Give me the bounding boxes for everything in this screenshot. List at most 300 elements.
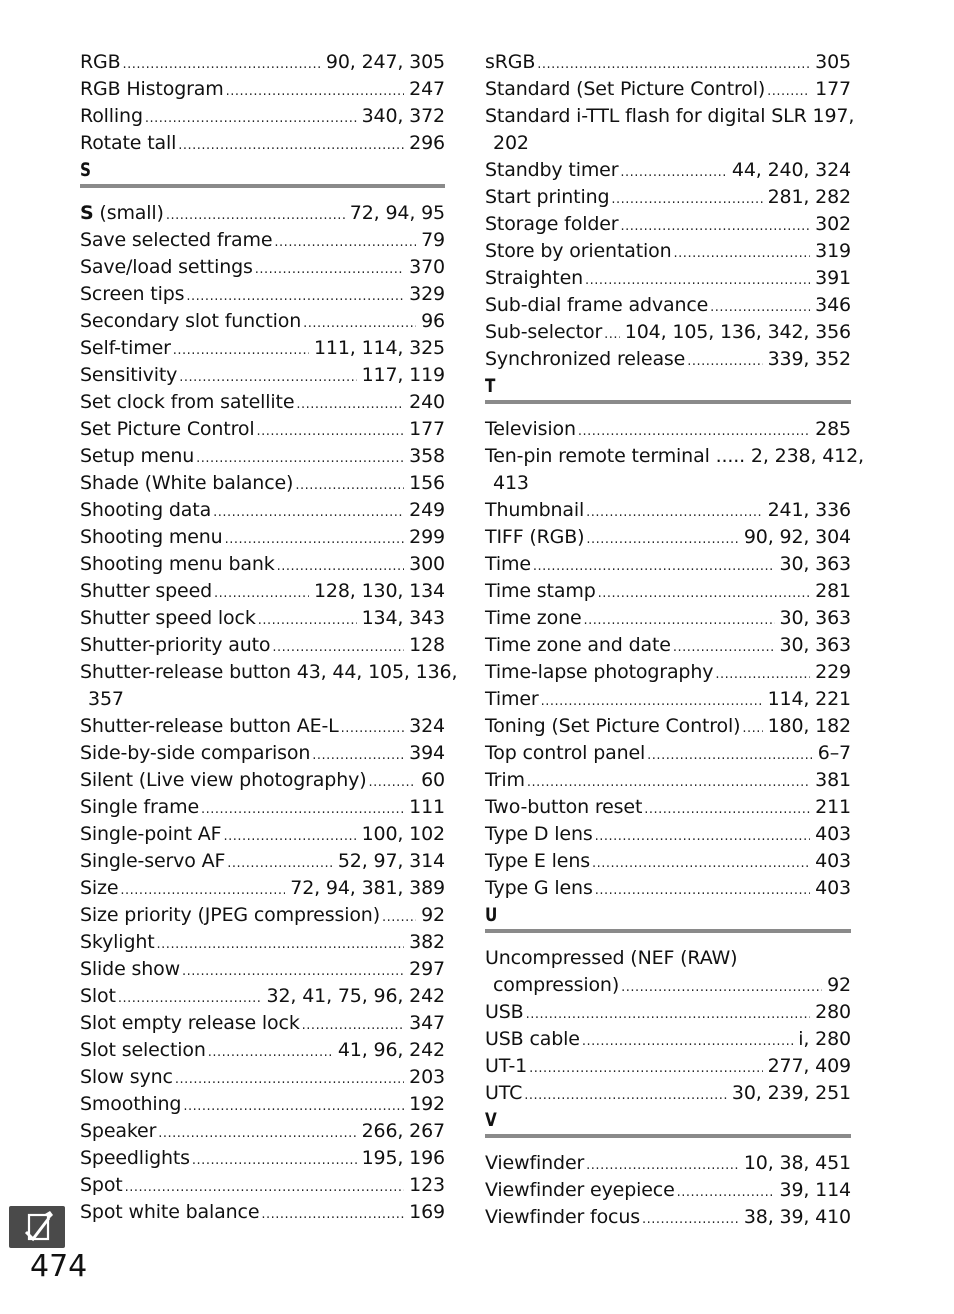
entry-term: Type G lens (485, 877, 593, 899)
dot-leader (595, 823, 811, 850)
entry-continuation: 202 (493, 132, 529, 154)
entry-term: Standby timer (485, 159, 619, 181)
entry-term: Spot (80, 1174, 123, 1196)
entry-term: Shutter speed lock (80, 607, 256, 629)
dot-leader (272, 634, 404, 661)
entry-pages: 299 (409, 526, 445, 548)
entry-pages: 180, 182 (767, 715, 851, 737)
entry-pages: 60 (421, 769, 445, 791)
index-entry-time-stamp (485, 578, 851, 605)
entry-term: RGB Histogram (80, 78, 224, 100)
entry-term: Top control panel (485, 742, 646, 764)
entry-term: Shade (White balance) (80, 472, 294, 494)
dot-leader (710, 294, 810, 321)
entry-term (80, 200, 164, 227)
entry-pages: 128 (409, 634, 445, 656)
index-entry-viewfinder-focus (485, 1204, 851, 1231)
index-entry-shooting-menu-bank (80, 551, 445, 578)
dot-leader (673, 634, 775, 661)
dot-leader (585, 267, 810, 294)
entry-pages: 247 (409, 78, 445, 100)
dot-leader (175, 1066, 404, 1093)
entry-term: Skylight (80, 931, 155, 953)
entry-pages: 192 (409, 1093, 445, 1115)
dot-leader (183, 1093, 404, 1120)
dot-leader (226, 78, 405, 105)
entry-pages: 177 (815, 78, 851, 100)
index-entry-setup-menu (80, 443, 445, 470)
entry-term: Shooting menu bank (80, 553, 275, 575)
index-entry-shade-white-balance (80, 470, 445, 497)
entry-term: Timer (485, 688, 539, 710)
entry-pages: 329 (409, 283, 445, 305)
entry-term: Silent (Live view photography) (80, 769, 367, 791)
index-entry-set-clock-from-satellite (80, 389, 445, 416)
index-entry-shutter-speed-lock (80, 605, 445, 632)
entry-pages: 370 (409, 256, 445, 278)
dot-leader (687, 348, 762, 375)
index-entry-rolling (80, 103, 445, 130)
entry-term: Sub-selector (485, 321, 603, 343)
index-entry-tiff-rgb (485, 524, 851, 551)
entry-line: Uncompressed (NEF (RAW) (485, 947, 738, 969)
section-divider (485, 400, 851, 404)
index-entry-trim (485, 767, 851, 794)
dot-leader (120, 877, 285, 904)
dot-leader (341, 715, 405, 742)
entry-pages: 114, 221 (767, 688, 851, 710)
index-entry-time-zone (485, 605, 851, 632)
entry-term: USB cable (485, 1028, 580, 1050)
entry-pages: 403 (815, 877, 851, 899)
entry-pages: 72, 94, 95 (349, 202, 445, 224)
dot-leader (201, 796, 404, 823)
index-entry-single-servo-af (80, 848, 445, 875)
entry-pages: 381 (815, 769, 851, 791)
entry-term: Slow sync (80, 1066, 173, 1088)
entry-term: Self-timer (80, 337, 171, 359)
index-entry-rotate-tall (80, 130, 445, 157)
index-entry-size-priority-jpeg-compression (80, 902, 445, 929)
entry-pages: 79 (421, 229, 445, 251)
index-entry-standard-set-picture-control (485, 76, 851, 103)
dot-leader (261, 1201, 404, 1228)
dot-leader (312, 742, 404, 769)
entry-term: sRGB (485, 51, 536, 73)
index-entry-shutter-speed (80, 578, 445, 605)
index-entry-type-g-lens (485, 875, 851, 902)
entry-term: Viewfinder focus (485, 1206, 640, 1228)
entry-pages: 394 (409, 742, 445, 764)
dot-leader (621, 974, 822, 1001)
index-entry-shutter-release-button-43-44-105-136 (80, 659, 458, 713)
entry-pages: 72, 94, 381, 389 (290, 877, 445, 899)
entry-pages: 285 (815, 418, 851, 440)
index-entry-utc (485, 1080, 851, 1107)
entry-pages: 229 (815, 661, 851, 683)
entry-term: UTC (485, 1082, 523, 1104)
index-column-left (80, 49, 458, 1226)
entry-term: Shooting data (80, 499, 212, 521)
index-entry-time-lapse-photography (485, 659, 851, 686)
dot-leader (586, 526, 738, 553)
entry-pages: 347 (409, 1012, 445, 1034)
entry-pages: 319 (815, 240, 851, 262)
entry-term: Size (80, 877, 119, 899)
dot-leader (677, 1179, 775, 1206)
entry-term: Speaker (80, 1120, 157, 1142)
dot-leader (213, 499, 404, 526)
entry-pages: 280 (815, 1001, 851, 1023)
dot-leader (368, 769, 416, 796)
index-entry-slot-selection (80, 1037, 445, 1064)
entry-term: USB (485, 1001, 524, 1023)
index-entry-skylight (80, 929, 445, 956)
entry-term: Store by orientation (485, 240, 672, 262)
entry-pages: 156 (409, 472, 445, 494)
index-entry-secondary-slot-function (80, 308, 445, 335)
entry-pages: 297 (409, 958, 445, 980)
index-entry-two-button-reset (485, 794, 851, 821)
entry-pages: 240 (409, 391, 445, 413)
dot-leader (642, 1206, 739, 1233)
entry-pages: 90, 247, 305 (325, 51, 445, 73)
dot-leader (302, 1012, 405, 1039)
page-number: 474 (30, 1249, 88, 1284)
entry-term: Slot empty release lock (80, 1012, 300, 1034)
section-heading-s (80, 157, 445, 184)
dot-leader (296, 391, 404, 418)
dot-leader (225, 526, 405, 553)
index-entry-synchronized-release (485, 346, 851, 373)
entry-pages: 195, 196 (361, 1147, 445, 1169)
entry-pages: 39, 114 (779, 1179, 851, 1201)
dot-leader (158, 1120, 356, 1147)
entry-pages: 296 (409, 132, 445, 154)
dot-leader (192, 1147, 357, 1174)
entry-line: Standard i-TTL flash for digital SLR 197, (485, 105, 855, 127)
index-entry-thumbnail (485, 497, 851, 524)
entry-pages: 391 (815, 267, 851, 289)
entry-pages: 382 (409, 931, 445, 953)
index-entry-slide-show (80, 956, 445, 983)
entry-pages: 30, 363 (779, 553, 851, 575)
entry-pages: 403 (815, 823, 851, 845)
entry-term: Storage folder (485, 213, 619, 235)
dot-leader (584, 607, 775, 634)
entry-pages: 211 (815, 796, 851, 818)
entry-term: Toning (Set Picture Control) (485, 715, 741, 737)
index-entry-self-timer (80, 335, 445, 362)
entry-pages: 266, 267 (361, 1120, 445, 1142)
index-entry-ten-pin-remote-terminal-2-238-412 (485, 443, 864, 497)
entry-continuation: 413 (493, 472, 529, 494)
dot-leader (533, 553, 775, 580)
index-entry-compression (485, 972, 851, 999)
index-entry-time-zone-and-date (485, 632, 851, 659)
entry-term-text: (small) (93, 202, 164, 224)
entry-pages: 100, 102 (361, 823, 445, 845)
dot-leader (598, 580, 811, 607)
entry-term: Trim (485, 769, 525, 791)
entry-term: Save/load settings (80, 256, 253, 278)
entry-pages: 277, 409 (767, 1055, 851, 1077)
index-entry-standard-i-ttl-flash-for-digital-slr-197 (485, 103, 855, 157)
section-divider (485, 1134, 851, 1138)
dot-leader (118, 985, 262, 1012)
entry-continuation: 357 (88, 688, 124, 710)
entry-term: Slot selection (80, 1039, 206, 1061)
dot-leader (586, 499, 762, 526)
entry-pages: 305 (815, 51, 851, 73)
entry-term: Shutter-priority auto (80, 634, 271, 656)
entry-pages: 339, 352 (767, 348, 851, 370)
entry-pages: 41, 96, 242 (337, 1039, 445, 1061)
entry-term: Type D lens (485, 823, 593, 845)
dot-leader (582, 1028, 793, 1055)
entry-term: Sensitivity (80, 364, 178, 386)
dot-leader (604, 321, 620, 348)
dot-leader (255, 256, 404, 283)
dot-leader (208, 1039, 333, 1066)
index-entry-sub-dial-frame-advance (485, 292, 851, 319)
entry-term: Time (485, 553, 531, 575)
entry-pages: 92 (421, 904, 445, 926)
dot-leader (524, 1082, 727, 1109)
section-letter: S (80, 159, 91, 181)
index-entry-spot (80, 1172, 445, 1199)
dot-leader (595, 877, 810, 904)
entry-term: Shutter-release button AE-L (80, 715, 339, 737)
index-entry-sensitivity (80, 362, 445, 389)
entry-term: Slide show (80, 958, 181, 980)
dot-leader (123, 51, 321, 78)
entry-pages: 111 (409, 796, 445, 818)
dot-leader (227, 850, 333, 877)
index-entry-slow-sync (80, 1064, 445, 1091)
index-entry-time (485, 551, 851, 578)
index-entry-shooting-menu (80, 524, 445, 551)
dot-leader (166, 202, 345, 229)
index-column-right (485, 49, 864, 1231)
entry-term-bold: S (80, 202, 94, 224)
index-entry-storage-folder (485, 211, 851, 238)
section-divider (485, 929, 851, 933)
entry-pages: 241, 336 (767, 499, 851, 521)
index-entry-viewfinder (485, 1150, 851, 1177)
index-entry-rgb (80, 49, 445, 76)
index-entry-speaker (80, 1118, 445, 1145)
entry-pages: 111, 114, 325 (313, 337, 445, 359)
index-entry-save-selected-frame (80, 227, 445, 254)
entry-term: Time zone and date (485, 634, 671, 656)
index-entry-size (80, 875, 445, 902)
section-letter: V (485, 1109, 497, 1131)
entry-term: Sub-dial frame advance (485, 294, 709, 316)
dot-leader (592, 850, 810, 877)
entry-term: Slot (80, 985, 116, 1007)
entry-pages: 10, 38, 451 (743, 1152, 851, 1174)
index-entry-timer (485, 686, 851, 713)
entry-pages: 30, 363 (779, 607, 851, 629)
dot-leader (620, 159, 727, 186)
entry-pages: 302 (815, 213, 851, 235)
entry-term: Straighten (485, 267, 584, 289)
index-entry-usb (485, 999, 851, 1026)
dot-leader (157, 931, 405, 958)
entry-term: Single-point AF (80, 823, 222, 845)
dot-leader (586, 1152, 739, 1179)
entry-term: Rotate tall (80, 132, 177, 154)
section-divider (80, 184, 445, 188)
index-entry-top-control-panel (485, 740, 851, 767)
dot-leader (527, 769, 810, 796)
entry-pages: 6–7 (817, 742, 851, 764)
dot-leader (178, 132, 404, 159)
dot-leader (196, 445, 404, 472)
entry-pages: 92 (827, 974, 851, 996)
entry-pages: 96 (421, 310, 445, 332)
entry-term: Size priority (JPEG compression) (80, 904, 380, 926)
entry-pages: 340, 372 (361, 105, 445, 127)
entry-pages: 403 (815, 850, 851, 872)
entry-pages: 358 (409, 445, 445, 467)
entry-term: Setup menu (80, 445, 195, 467)
index-entry-set-picture-control (80, 416, 445, 443)
index-entry-straighten (485, 265, 851, 292)
dot-leader (674, 240, 811, 267)
index-entry-store-by-orientation (485, 238, 851, 265)
entry-term: Shooting menu (80, 526, 223, 548)
entry-term: Shutter speed (80, 580, 213, 602)
entry-term: Time-lapse photography (485, 661, 714, 683)
index-entry-slot (80, 983, 445, 1010)
index-entry-television (485, 416, 851, 443)
index-entry-type-d-lens (485, 821, 851, 848)
dot-leader (179, 364, 356, 391)
dot-leader (529, 1055, 762, 1082)
index-tab-icon (9, 1206, 65, 1248)
entry-term: Secondary slot function (80, 310, 302, 332)
dot-leader (537, 51, 810, 78)
entry-pages: i, 280 (798, 1028, 851, 1050)
dot-leader (125, 1174, 405, 1201)
entry-term: Set Picture Control (80, 418, 255, 440)
entry-term: Rolling (80, 105, 143, 127)
section-letter: T (485, 375, 496, 397)
index-entry-viewfinder-eyepiece (485, 1177, 851, 1204)
entry-pages: 134, 343 (361, 607, 445, 629)
entry-pages: 32, 41, 75, 96, 242 (266, 985, 445, 1007)
index-entry-uncompressed-nef-raw (485, 945, 851, 999)
index-entry-speedlights (80, 1145, 445, 1172)
dot-leader (274, 229, 416, 256)
entry-term: compression) (493, 974, 620, 996)
index-entry-spot-white-balance (80, 1199, 445, 1226)
entry-pages: 44, 240, 324 (731, 159, 851, 181)
entry-term: Time zone (485, 607, 582, 629)
index-entry-slot-empty-release-lock (80, 1010, 445, 1037)
entry-term: Spot white balance (80, 1201, 260, 1223)
entry-term: Side-by-side comparison (80, 742, 311, 764)
entry-term: Viewfinder (485, 1152, 585, 1174)
entry-term: Two-button reset (485, 796, 643, 818)
entry-pages: 117, 119 (361, 364, 445, 386)
index-entry-ut-1 (485, 1053, 851, 1080)
dot-leader (256, 418, 404, 445)
entry-pages: 281 (815, 580, 851, 602)
dot-leader (223, 823, 356, 850)
dot-leader (644, 796, 810, 823)
section-letter: U (485, 904, 498, 926)
index-entry-srgb (485, 49, 851, 76)
entry-pages: 346 (815, 294, 851, 316)
dot-leader (715, 661, 810, 688)
entry-pages: 90, 92, 304 (743, 526, 851, 548)
dot-leader (382, 904, 416, 931)
entry-pages: 52, 97, 314 (337, 850, 445, 872)
entry-term: Smoothing (80, 1093, 182, 1115)
entry-pages: 281, 282 (767, 186, 851, 208)
index-entry-single-point-af (80, 821, 445, 848)
index-entry-shooting-data (80, 497, 445, 524)
index-entry-sub-selector (485, 319, 851, 346)
dot-leader (277, 553, 405, 580)
index-entry-standby-timer (485, 157, 851, 184)
entry-line: Shutter-release button 43, 44, 105, 136, (80, 661, 458, 683)
dot-leader (182, 958, 404, 985)
dot-leader (295, 472, 404, 499)
entry-term: Time stamp (485, 580, 596, 602)
entry-term: Television (485, 418, 576, 440)
index-entry-single-frame (80, 794, 445, 821)
dot-leader (186, 283, 404, 310)
index-entry-shutter-priority-auto (80, 632, 445, 659)
entry-pages: 30, 363 (779, 634, 851, 656)
entry-pages: 38, 39, 410 (743, 1206, 851, 1228)
entry-term: Synchronized release (485, 348, 686, 370)
entry-term: Single-servo AF (80, 850, 226, 872)
entry-pages: 300 (409, 553, 445, 575)
dot-leader (173, 337, 309, 364)
index-entry-save-load-settings (80, 254, 445, 281)
index-entry-silent-live-view-photography (80, 767, 445, 794)
entry-pages: 128, 130, 134 (313, 580, 445, 602)
entry-pages: 30, 239, 251 (731, 1082, 851, 1104)
entry-term: Screen tips (80, 283, 185, 305)
entry-pages: 177 (409, 418, 445, 440)
entry-term: Thumbnail (485, 499, 585, 521)
entry-term: Set clock from satellite (80, 391, 295, 413)
index-entry-type-e-lens (485, 848, 851, 875)
entry-pages: 249 (409, 499, 445, 521)
index-entry-start-printing (485, 184, 851, 211)
entry-term: Type E lens (485, 850, 590, 872)
index-entry-shutter-release-button-ae-l (80, 713, 445, 740)
index-entry-smoothing (80, 1091, 445, 1118)
pencil-check-icon (9, 1206, 65, 1248)
dot-leader (578, 418, 810, 445)
entry-pages: 169 (409, 1201, 445, 1223)
section-heading-v (485, 1107, 851, 1134)
entry-term: TIFF (RGB) (485, 526, 585, 548)
entry-term: Single frame (80, 796, 199, 818)
section-heading-t (485, 373, 851, 400)
entry-term: Viewfinder eyepiece (485, 1179, 675, 1201)
dot-leader (742, 715, 762, 742)
entry-term: Start printing (485, 186, 610, 208)
dot-leader (303, 310, 416, 337)
